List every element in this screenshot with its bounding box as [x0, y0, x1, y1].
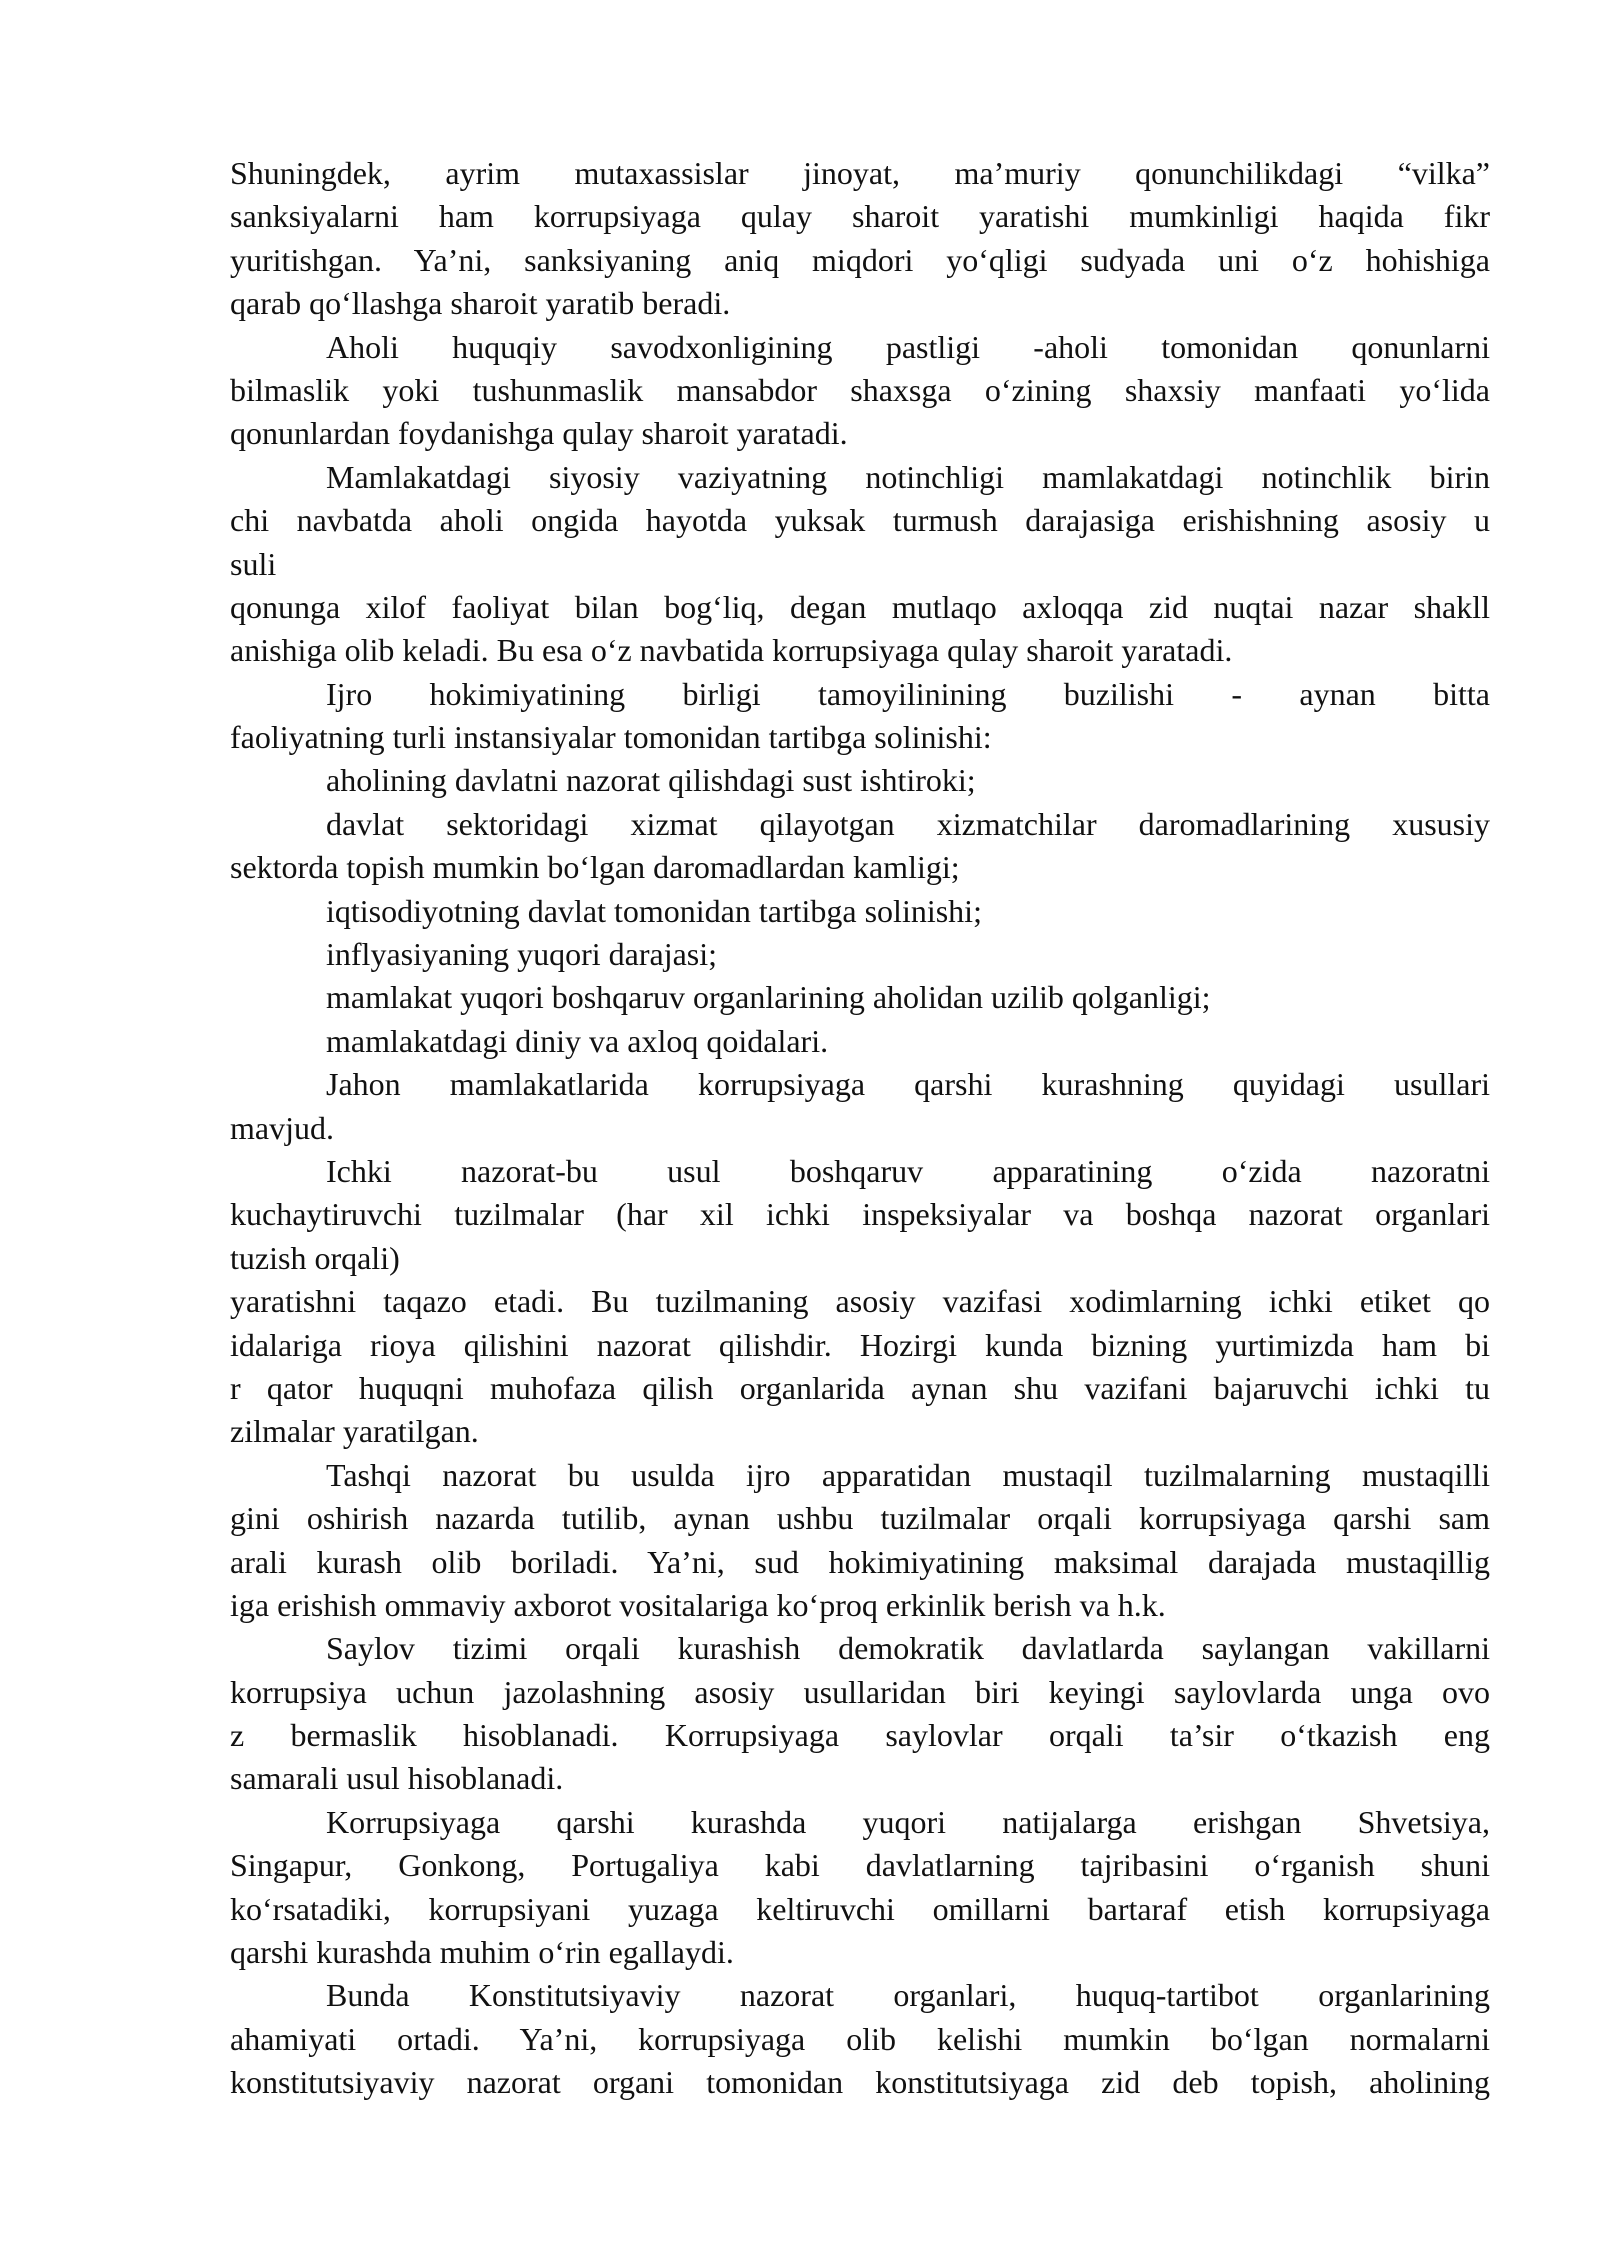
text-line: Bunda Konstitutsiyaviy nazorat organlari, huquq-tartibot organlarining [326, 1977, 1490, 2014]
document-page [230, 152, 1490, 2105]
text-line: Korrupsiyaga qarshi kurashda yuqori natijalarga erishgan Shvetsiya, [326, 1803, 1490, 1840]
text-line: Tashqi nazorat bu usulda ijro apparatidan mustaqil tuzilmalarning mustaqilli [326, 1456, 1490, 1493]
text-line: qarab qo‘llashga sharoit yaratib beradi. [230, 285, 731, 322]
text-line: ahamiyati ortadi. Ya’ni, korrupsiyaga olib kelishi mumkin bo‘lgan normalarni [230, 2020, 1490, 2057]
text-line: tuzish orqali) [230, 1239, 400, 1276]
text-line: anishiga olib keladi. Bu esa o‘z navbatida korrupsiyaga qulay sharoit yaratadi. [230, 632, 1233, 669]
text-line: sektorda topish mumkin bo‘lgan daromadlardan kamligi; [230, 849, 960, 886]
text-line: ko‘rsatadiki, korrupsiyani yuzaga keltiruvchi omillarni bartaraf etish korrupsiyaga [230, 1890, 1490, 1927]
text-line: Singapur, Gonkong, Portugaliya kabi davlatlarning tajribasini o‘rganish shuni [230, 1847, 1490, 1884]
text-line: qonunlardan foydanishga qulay sharoit yaratadi. [230, 415, 848, 452]
text-line: Aholi huquqiy savodxonligining pastligi -aholi tomonidan qonunlarni [326, 328, 1490, 365]
text-line: davlat sektoridagi xizmat qilayotgan xizmatchilar daromadlarining xususiy [326, 805, 1490, 842]
text-line: z bermaslik hisoblanadi. Korrupsiyaga saylovlar orqali ta’sir o‘tkazish eng [230, 1717, 1490, 1754]
text-line: arali kurash olib boriladi. Ya’ni, sud hokimiyatining maksimal darajada mustaqillig [230, 1543, 1490, 1580]
text-line: yuritishgan. Ya’ni, sanksiyaning aniq miqdori yo‘qligi sudyada uni o‘z hohishiga [230, 241, 1490, 278]
text-line: faoliyatning turli instansiyalar tomonidan tartibga solinishi: [230, 719, 992, 756]
text-line: iga erishish ommaviy axborot vositalariga ko‘proq erkinlik berish va h.k. [230, 1586, 1166, 1623]
text-line: suli [230, 545, 277, 582]
text-line: Saylov tizimi orqali kurashish demokratik davlatlarda saylangan vakillarni [326, 1630, 1490, 1667]
text-line: samarali usul hisoblanadi. [230, 1760, 564, 1797]
text-line: Mamlakatdagi siyosiy vaziyatning notinchligi mamlakatdagi notinchlik birin [326, 458, 1490, 495]
text-line: aholining davlatni nazorat qilishdagi sust ishtiroki; [326, 762, 976, 799]
text-line: bilmaslik yoki tushunmaslik mansabdor shaxsga o‘zining shaxsiy manfaati yo‘lida [230, 371, 1490, 408]
text-line: mamlakatdagi diniy va axloq qoidalari. [326, 1022, 829, 1059]
text-line: kuchaytiruvchi tuzilmalar (har xil ichki inspeksiyalar va boshqa nazorat organlari [230, 1196, 1490, 1233]
text-line: qarshi kurashda muhim o‘rin egallaydi. [230, 1934, 734, 1971]
document-body [230, 152, 1490, 2105]
text-line: chi navbatda aholi ongida hayotda yuksak turmush darajasiga erishishning asosiy u [230, 502, 1490, 539]
text-line: mavjud. [230, 1109, 334, 1146]
text-line: r qator huquqni muhofaza qilish organlarida aynan shu vazifani bajaruvchi ichki tu [230, 1369, 1490, 1406]
text-line: Jahon mamlakatlarida korrupsiyaga qarshi kurashning quyidagi usullari [326, 1066, 1490, 1103]
text-line: yaratishni taqazo etadi. Bu tuzilmaning asosiy vazifasi xodimlarning ichki etiket qo [230, 1283, 1490, 1320]
text-line: qonunga xilof faoliyat bilan bog‘liq, degan mutlaqo axloqqa zid nuqtai nazar shakll [230, 588, 1490, 625]
text-line: idalariga rioya qilishini nazorat qilishdir. Hozirgi kunda bizning yurtimizda ham bi [230, 1326, 1490, 1363]
text-line: konstitutsiyaviy nazorat organi tomonidan konstitutsiyaga zid deb topish, aholining [230, 2064, 1490, 2101]
text-line: Ijro hokimiyatining birligi tamoyilinining buzilishi - aynan bitta [326, 675, 1490, 712]
text-line: Ichki nazorat-bu usul boshqaruv apparatining o‘zida nazoratni [326, 1152, 1490, 1189]
text-line: iqtisodiyotning davlat tomonidan tartibga solinishi; [326, 892, 982, 929]
text-line: Shuningdek, ayrim mutaxassislar jinoyat, ma’muriy qonunchilikdagi “vilka” [230, 155, 1490, 191]
text-line: zilmalar yaratilgan. [230, 1413, 479, 1450]
text-line: korrupsiya uchun jazolashning asosiy usullaridan biri keyingi saylovlarda unga ovo [230, 1673, 1490, 1710]
text-line: gini oshirish nazarda tutilib, aynan ushbu tuzilmalar orqali korrupsiyaga qarshi sam [230, 1500, 1490, 1537]
text-line: sanksiyalarni ham korrupsiyaga qulay sharoit yaratishi mumkinligi haqida fikr [230, 198, 1490, 235]
text-line: mamlakat yuqori boshqaruv organlarining aholidan uzilib qolganligi; [326, 979, 1211, 1016]
text-line: inflyasiyaning yuqori darajasi; [326, 936, 718, 973]
